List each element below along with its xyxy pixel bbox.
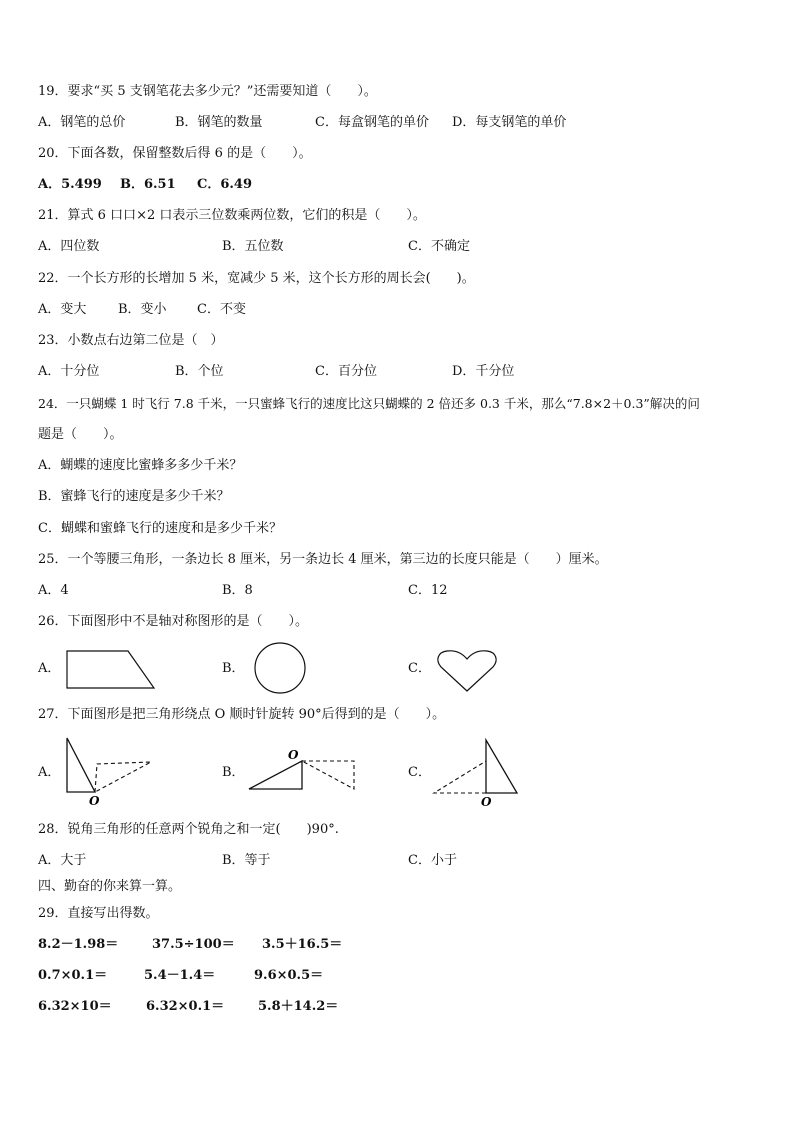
q19-option-d[interactable]: D．每支钢笔的单价 [452, 115, 567, 130]
q22-option-a[interactable]: A．变大 [38, 302, 87, 317]
calc-item: 3.5＋16.5＝ [262, 937, 343, 952]
q28-option-a[interactable]: A．大于 [38, 853, 87, 868]
trapezoid-figure [62, 646, 158, 690]
q28-option-b[interactable]: B．等于 [222, 853, 271, 868]
q29-stem: 29．直接写出得数。 [38, 906, 159, 921]
point-o-label: O [288, 748, 299, 762]
rotation-figure-b [244, 746, 360, 794]
circle-figure [250, 640, 310, 696]
calc-item: 6.32×10＝ [38, 999, 112, 1014]
calc-item: 5.8＋14.2＝ [258, 999, 339, 1014]
q20-option-c[interactable]: C．6.49 [197, 177, 253, 192]
q25-stem: 25．一个等腰三角形，一条边长 8 厘米，另一条边长 4 厘米，第三边的长度只能是（ ）厘米。 [38, 552, 608, 567]
q25-option-a[interactable]: A．4 [38, 583, 69, 598]
q20-stem: 20．下面各数，保留整数后得 6 的是（ ）。 [38, 146, 312, 161]
q22-stem: 22．一个长方形的长增加 5 米，宽减少 5 米，这个长方形的周长会( )。 [38, 271, 475, 286]
q27-option-b[interactable]: B． [222, 765, 245, 780]
calc-item: 37.5÷100＝ [152, 937, 235, 952]
q24-option-c[interactable]: C．蝴蝶和蜜蜂飞行的速度和是多少千米？ [38, 521, 282, 536]
q26-stem: 26．下面图形中不是轴对称图形的是（ ）。 [38, 614, 309, 629]
q22-option-b[interactable]: B．变小 [118, 302, 167, 317]
calc-item: 0.7×0.1＝ [38, 968, 108, 983]
q25-option-c[interactable]: C．12 [408, 583, 448, 598]
section-4-title: 四、勤奋的你来算一算。 [38, 879, 182, 894]
circle-shape [255, 643, 305, 693]
q23-option-c[interactable]: C．百分位 [315, 364, 377, 379]
rotation-figure-c [430, 736, 526, 810]
original-triangle [67, 738, 95, 792]
q28-stem: 28．锐角三角形的任意两个锐角之和一定( )90°. [38, 822, 339, 837]
calc-item: 6.32×0.1＝ [146, 999, 225, 1014]
q20-option-a[interactable]: A．5.499 [38, 177, 102, 192]
q27-option-c[interactable]: C． [408, 765, 431, 780]
rotated-triangle-dashed [302, 761, 354, 789]
rotation-figure-a [60, 734, 160, 810]
q19-stem: 19．要求“买 5 支钢笔花去多少元？”还需要知道（ ）。 [38, 84, 377, 99]
q23-stem: 23．小数点右边第二位是（ ） [38, 333, 224, 348]
q24-option-a[interactable]: A．蝴蝶的速度比蜜蜂多多少千米？ [38, 458, 243, 473]
q24-stem-line-1: 24．一只蝴蝶 1 时飞行 7.8 千米，一只蜜蜂飞行的速度比这只蝴蝶的 2 倍还多 0.3 千米，那么“7.8×2＋0.3”解决的问 [38, 396, 700, 411]
q22-option-c[interactable]: C．不变 [197, 302, 246, 317]
q28-option-c[interactable]: C．小于 [408, 853, 457, 868]
q21-option-a[interactable]: A．四位数 [38, 239, 100, 254]
rotated-triangle-dashed [434, 761, 486, 793]
calc-item: 9.6×0.5＝ [254, 968, 324, 983]
q19-option-b[interactable]: B．钢笔的数量 [175, 115, 263, 130]
q26-option-c[interactable]: C． [408, 661, 431, 676]
original-triangle [486, 740, 517, 793]
q24-option-b[interactable]: B．蜜蜂飞行的速度是多少千米？ [38, 489, 230, 504]
rotated-triangle-dashed [95, 762, 151, 792]
point-o-label: O [89, 794, 100, 808]
q26-option-b[interactable]: B． [222, 661, 245, 676]
point-o-label: O [481, 795, 492, 809]
q25-option-b[interactable]: B．8 [222, 583, 253, 598]
q19-option-c[interactable]: C．每盒钢笔的单价 [315, 115, 429, 130]
q20-option-b[interactable]: B．6.51 [120, 177, 176, 192]
q23-option-d[interactable]: D．千分位 [452, 364, 515, 379]
heart-figure [434, 648, 500, 694]
heart-shape [438, 651, 496, 691]
q24-stem-line-2: 题是（ ）。 [38, 427, 123, 442]
q26-option-a[interactable]: A． [38, 661, 61, 676]
calc-item: 5.4－1.4＝ [144, 968, 216, 983]
q21-stem: 21．算式 6 口口×2 口表示三位数乘两位数，它们的积是（ ）。 [38, 208, 426, 223]
q27-stem: 27．下面图形是把三角形绕点 O 顺时针旋转 90°后得到的是（ ）。 [38, 707, 446, 722]
q19-option-a[interactable]: A．钢笔的总价 [38, 115, 126, 130]
calc-item: 8.2－1.98＝ [38, 937, 119, 952]
q27-option-a[interactable]: A． [38, 765, 61, 780]
q21-option-b[interactable]: B．五位数 [222, 239, 284, 254]
q23-option-b[interactable]: B．个位 [175, 364, 224, 379]
original-triangle [249, 761, 302, 789]
q23-option-a[interactable]: A．十分位 [38, 364, 100, 379]
trapezoid-shape [67, 651, 154, 688]
q21-option-c[interactable]: C．不确定 [408, 239, 470, 254]
